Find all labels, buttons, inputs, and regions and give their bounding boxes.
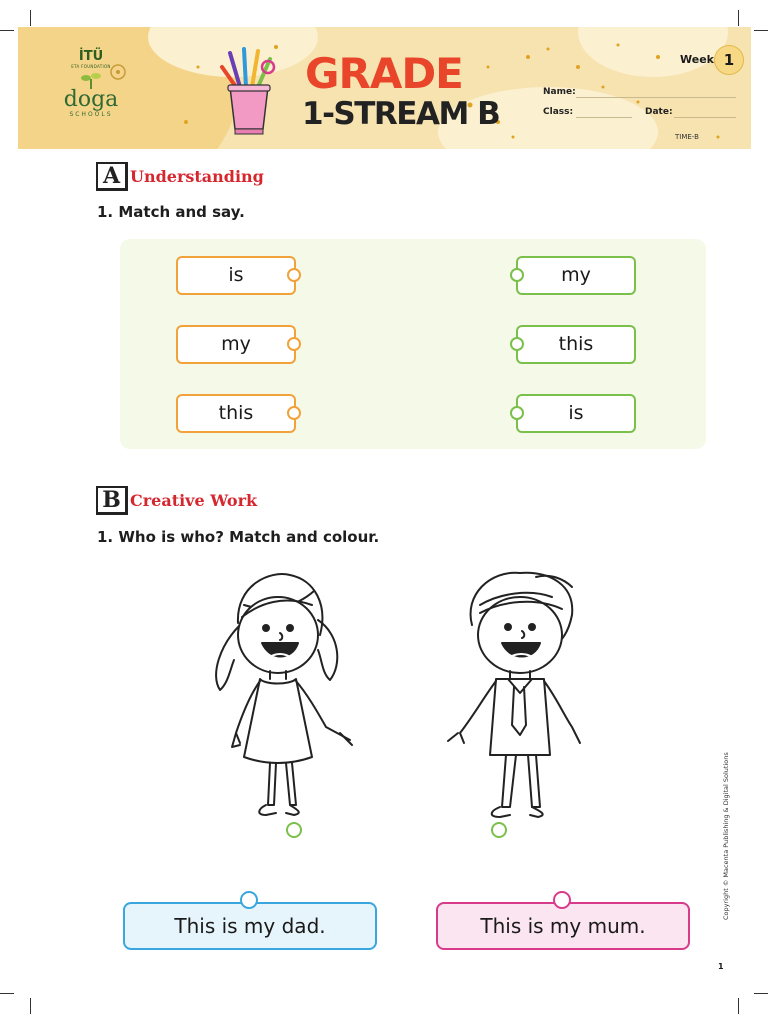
week-label: Week <box>680 53 714 66</box>
crop-mark <box>0 30 14 31</box>
word-box-left[interactable]: my <box>176 325 296 364</box>
section-a-heading <box>96 162 264 191</box>
word-box-right[interactable]: my <box>516 256 636 295</box>
match-dot-right[interactable] <box>510 406 524 420</box>
word-box-right[interactable]: this <box>516 325 636 364</box>
date-field[interactable] <box>674 117 736 118</box>
caption-dad-dot[interactable] <box>240 891 258 909</box>
girl-match-dot[interactable] <box>286 822 302 838</box>
section-a-instruction: 1. Match and say. <box>97 203 245 221</box>
name-field[interactable] <box>576 97 736 98</box>
grade-title: GRADE <box>305 49 463 98</box>
crop-mark <box>754 30 768 31</box>
class-label: Class: <box>543 107 574 117</box>
word-box-right[interactable]: is <box>516 394 636 433</box>
word-box-left[interactable]: is <box>176 256 296 295</box>
match-dot-left[interactable] <box>287 406 301 420</box>
crop-mark <box>738 998 739 1014</box>
section-b-heading <box>96 486 257 515</box>
name-label: Name: <box>543 87 576 97</box>
copyright-text: Copyright © Macenta Publishing & Digital Solutions <box>722 752 730 920</box>
boy-illustration[interactable] <box>440 565 600 835</box>
section-a-title: Understanding <box>130 167 264 186</box>
section-b-instruction: 1. Who is who? Match and colour. <box>97 528 380 546</box>
crop-mark <box>30 998 31 1014</box>
logo-doga-text: doga <box>63 87 119 112</box>
logo-itu-text: İTÜ <box>78 49 104 64</box>
caption-mum[interactable]: This is my mum. <box>436 902 690 950</box>
boy-match-dot[interactable] <box>491 822 507 838</box>
match-dot-left[interactable] <box>287 268 301 282</box>
match-dot-right[interactable] <box>510 337 524 351</box>
match-dot-left[interactable] <box>287 337 301 351</box>
logo-foundation-text: ETA FOUNDATION <box>71 64 111 69</box>
caption-dad[interactable]: This is my dad. <box>123 902 377 950</box>
pencil-cup-icon <box>218 43 282 143</box>
time-code: TIME-B <box>675 133 699 141</box>
page-number: 1 <box>718 962 724 971</box>
section-a-letter: A <box>96 162 128 191</box>
logo-schools-text: SCHOOLS <box>69 111 113 118</box>
section-b-letter: B <box>96 486 128 515</box>
section-b-title: Creative Work <box>130 491 258 510</box>
match-dot-right[interactable] <box>510 268 524 282</box>
crop-mark <box>0 993 14 994</box>
crop-mark <box>754 993 768 994</box>
caption-mum-dot[interactable] <box>553 891 571 909</box>
word-box-left[interactable]: this <box>176 394 296 433</box>
school-logo <box>56 49 126 118</box>
crop-mark <box>30 10 31 26</box>
crop-mark <box>738 10 739 26</box>
stream-title: 1-STREAM B <box>302 96 500 132</box>
date-label: Date: <box>645 107 673 117</box>
class-field[interactable] <box>576 117 632 118</box>
header-banner <box>18 27 751 149</box>
week-number-badge: 1 <box>714 45 744 75</box>
girl-illustration[interactable] <box>200 565 360 835</box>
